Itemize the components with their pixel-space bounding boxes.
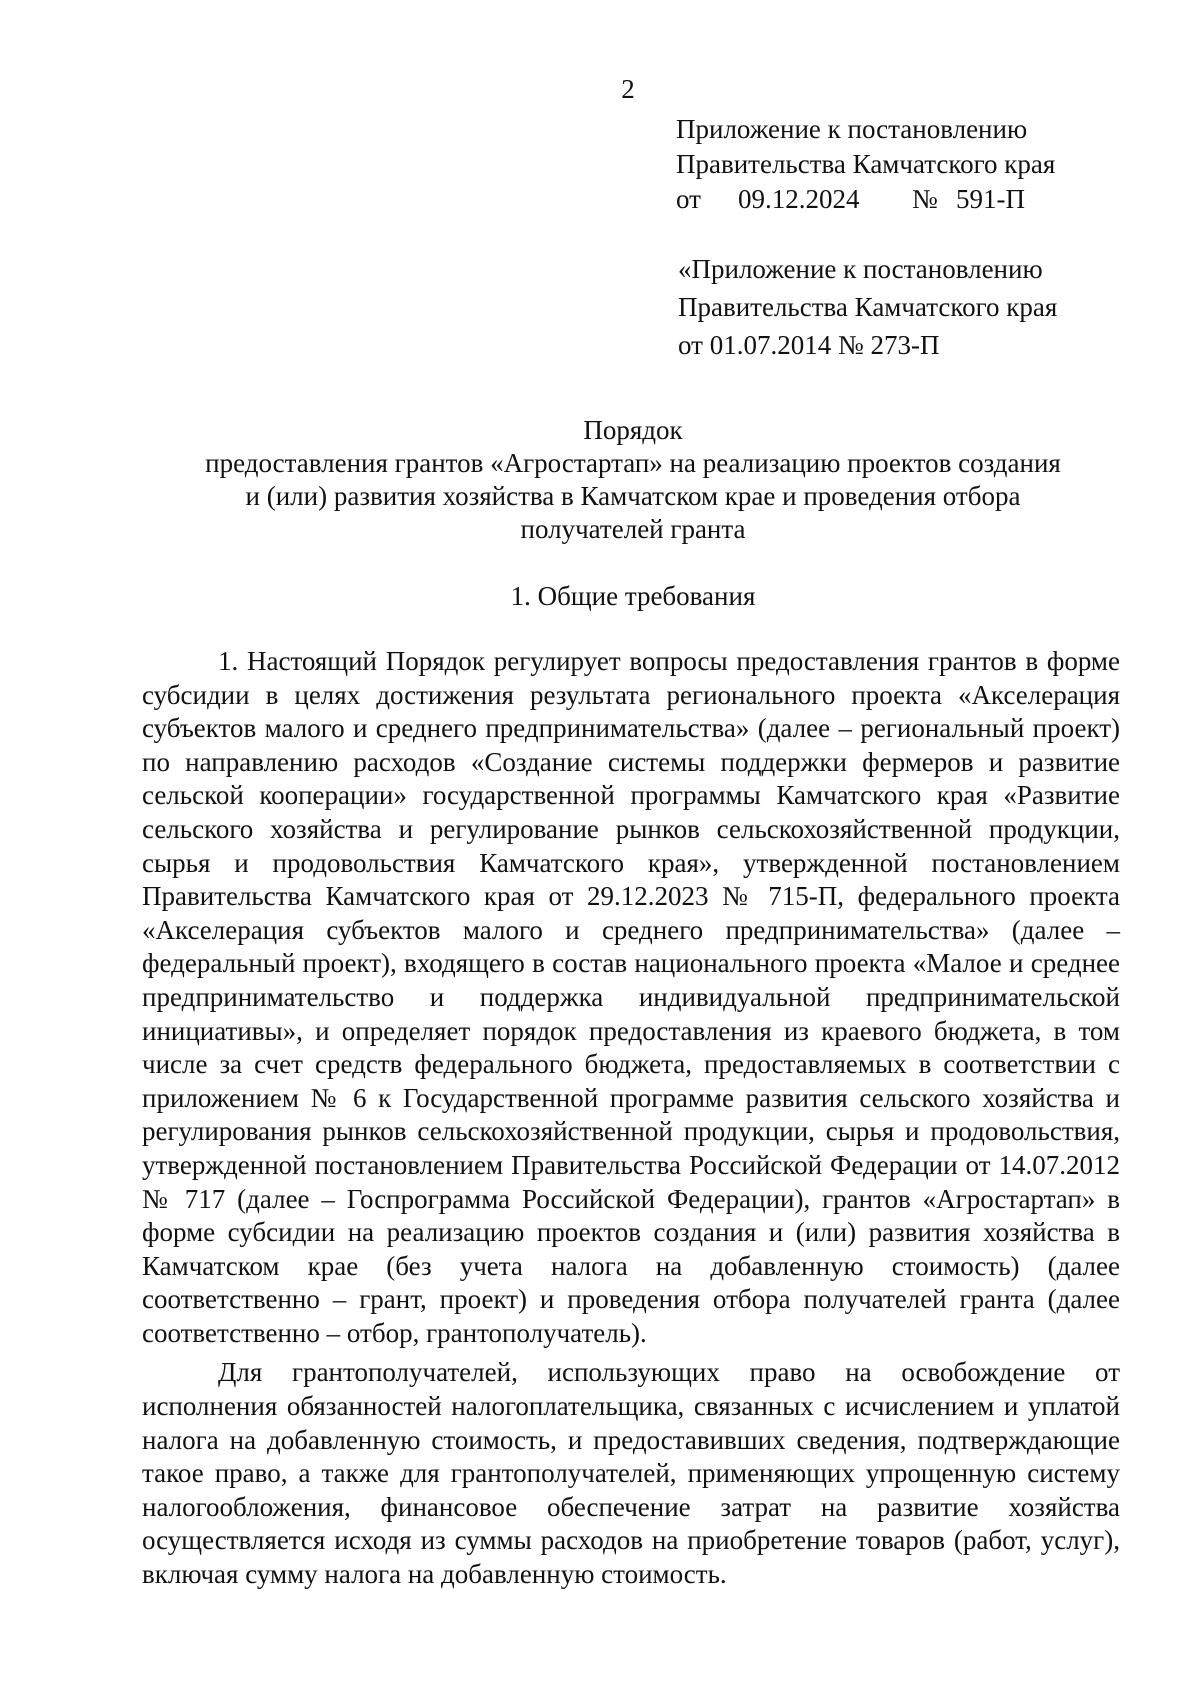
title-line-1: Порядок	[583, 415, 683, 445]
document-title	[146, 414, 1120, 546]
approval-line-2: Правительства Камчатского края	[676, 149, 1056, 179]
approval-number-sign: №	[912, 184, 938, 214]
title-line-4: получателей гранта	[520, 514, 746, 544]
previous-approval-line-1: «Приложение к постановлению	[678, 254, 1043, 284]
approval-line-1: Приложение к постановлению	[676, 114, 1028, 144]
paragraph: Для грантополучателей, использующих право на освобождение от исполнения обязанностей налогоплательщика, связанных с исчислением и уплатой налога на добавленную стоимость, и предоставивших сведения, подтверждающие такое право, а также для грантополучателей, применяющих упрощенную систему налогообложения, финансовое обеспечение затрат на развитие хозяйства осуществляется исходя из суммы расходов на приобретение товаров (работ, услуг), включая сумму налога на добавленную стоимость.	[142, 1357, 1120, 1590]
approval-from-label: от	[676, 184, 701, 214]
previous-approval-line-3: от 01.07.2014 № 273-П	[678, 330, 940, 360]
page-number: 2	[621, 74, 635, 104]
title-line-3: и (или) развития хозяйства в Камчатском крае и проведения отбора	[245, 481, 1021, 511]
section-heading: 1. Общие требования	[510, 581, 756, 611]
paragraph: 1. Настоящий Порядок регулирует вопросы предоставления грантов в форме субсидии в целях достижения результата регионального проекта «Акселерация субъектов малого и среднего предпринимательства» (далее – региональный проект) по направлению расходов «Создание системы поддержки фермеров и развитие сельской кооперации» государственной программы Камчатского края «Развитие сельского хозяйства и регулирование рынков сельскохозяйственной продукции, сырья и продовольствия Камчатского края», утвержденной постановлением Правительства Камчатского края от 29.12.2023 № 715-П, федерального проекта «Акселерация субъектов малого и среднего предпринимательства» (далее – федеральный проект), входящего в состав национального проекта «Малое и среднее предпринимательство и поддержка индивидуальной предпринимательской инициативы», и определяет порядок предоставления из краевого бюджета, в том числе за счет средств федерального бюджета, предоставляемых в соответствии с приложением № 6 к Государственной программе развития сельского хозяйства и регулирования рынков сельскохозяйственной продукции, сырья и продовольствия, утвержденной постановлением Правительства Российской Федерации от 14.07.2012 № 717 (далее – Госпрограмма Российской Федерации), грантов «Агростартап» в форме субсидии на реализацию проектов создания и (или) развития хозяйства в Камчатском крае (без учета налога на добавленную стоимость) (далее соответственно – грант, проект) и проведения отбора получателей гранта (далее соответственно – отбор, грантополучатель).	[142, 646, 1120, 1348]
body-text	[142, 645, 1120, 1598]
previous-approval-header	[678, 250, 1057, 364]
previous-approval-line-2: Правительства Камчатского края	[678, 292, 1058, 322]
approval-number: 591-П	[956, 184, 1025, 214]
title-line-2: предоставления грантов «Агростартап» на реализацию проектов создания	[205, 448, 1061, 478]
approval-date-number	[676, 182, 1055, 217]
approval-header	[676, 112, 1055, 217]
approval-date: 09.12.2024	[738, 184, 860, 214]
